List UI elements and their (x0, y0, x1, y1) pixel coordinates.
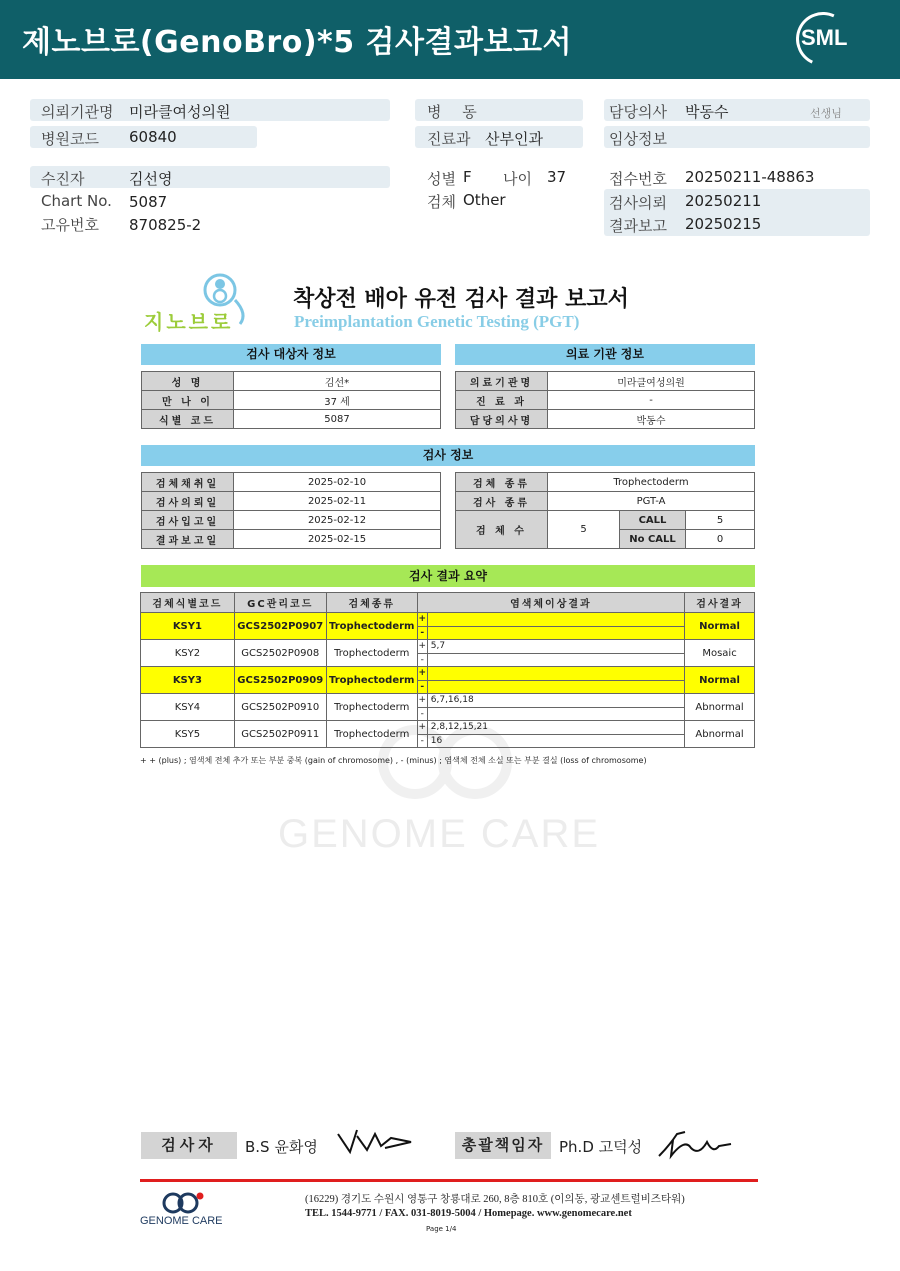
recipient-value: 김선영 (129, 170, 173, 188)
subject-age-value: 37 세 (234, 391, 441, 410)
sml-logo-text: SML (801, 25, 848, 50)
request-value: 20250211 (685, 192, 762, 210)
ward-label: 병 동 (427, 103, 485, 121)
minus-sign: - (418, 654, 428, 666)
minus-sign: - (418, 708, 428, 720)
table-row (141, 640, 755, 667)
test-type-table (455, 472, 755, 549)
contact-line: TEL. 1544-9771 / FAX. 031-8019-5004 / Homepage. www.genomecare.net (305, 1208, 632, 1219)
sex-value: F (463, 168, 472, 186)
receipt-label: 접수번호 (609, 170, 667, 188)
report-value: 20250215 (685, 215, 762, 233)
sample-type: Trophectoderm (326, 721, 417, 748)
summary-table (140, 592, 755, 748)
hospital-code-value: 60840 (129, 128, 177, 146)
inst-dept-value: - (548, 391, 755, 410)
loss-value (428, 627, 684, 639)
test-request-value: 2025-02-11 (234, 492, 441, 511)
minus-sign: - (418, 681, 428, 693)
table-row (141, 613, 755, 640)
institution-table (455, 371, 755, 429)
table-row (141, 721, 755, 748)
tester-signature-icon (335, 1124, 415, 1160)
doctor-value: 박동수 (685, 103, 729, 121)
hospital-code-label: 병원코드 (41, 130, 99, 148)
subject-section-header: 검사 대상자 정보 (141, 344, 441, 365)
gc-code: GCS2502P0909 (234, 667, 326, 694)
test-result: Normal (685, 613, 755, 640)
subject-name-label: 성 명 (142, 372, 234, 391)
loss-value: 16 (430, 736, 443, 746)
chromosome-result (417, 613, 684, 640)
department-label: 진료과 (427, 130, 471, 148)
header-bar (0, 0, 900, 79)
report-title: 착상전 배아 유전 검사 결과 보고서 (293, 287, 629, 312)
request-label: 검사의뢰 (609, 194, 667, 212)
summary-header-row (141, 593, 755, 613)
chart-value: 5087 (129, 193, 168, 211)
col-header: 염색체이상결과 (417, 593, 684, 613)
chief-name: Ph.D 고덕성 (559, 1138, 643, 1156)
specimen-value: Other (463, 191, 506, 209)
genome-care-logo (140, 1190, 230, 1227)
sml-logo (796, 12, 852, 66)
institution-label: 의뢰기관명 (41, 103, 114, 121)
gain-value: 5,7 (430, 641, 446, 651)
loss-value (428, 654, 684, 666)
gain-value (428, 667, 684, 680)
doctor-label: 담당의사 (609, 103, 667, 121)
genome-care-logo-icon (140, 1190, 230, 1216)
test-dates-table (141, 472, 441, 549)
loss-value (428, 708, 684, 720)
inst-doctor-value: 박동수 (548, 410, 755, 429)
clinical-label: 임상정보 (609, 130, 667, 148)
tester-name: B.S 윤화영 (245, 1138, 318, 1156)
inst-dept-label: 진 료 과 (456, 391, 548, 410)
table-row (141, 694, 755, 721)
gain-value: 2,8,12,15,21 (430, 722, 489, 732)
test-section-header: 검사 정보 (141, 445, 755, 466)
legend-note: + + (plus) ; 염색체 전체 추가 또는 부분 중복 (gain of chromosome) , - (minus) ; 염색체 전체 소실 또는 부분 결실 (loss of chromosome) (140, 756, 647, 765)
uid-value: 870825-2 (129, 216, 202, 234)
sample-type: Trophectoderm (326, 613, 417, 640)
inst-doctor-label: 담당의사명 (456, 410, 548, 429)
nocall-value: 0 (686, 530, 755, 549)
chief-signature-icon (655, 1126, 735, 1162)
subject-name-value: 김선* (234, 372, 441, 391)
test-type-value: PGT-A (548, 492, 755, 511)
received-value: 2025-02-12 (234, 511, 441, 530)
table-row (141, 667, 755, 694)
tester-label: 검사자 (141, 1132, 237, 1159)
gc-code: GCS2502P0907 (234, 613, 326, 640)
call-value: 5 (686, 511, 755, 530)
plus-sign: + (418, 641, 427, 651)
spec-type-label: 검체 종류 (456, 473, 548, 492)
chromosome-result (417, 694, 684, 721)
sample-type: Trophectoderm (326, 694, 417, 721)
chromosome-result (417, 721, 684, 748)
loss-value (428, 681, 684, 693)
sample-type: Trophectoderm (326, 667, 417, 694)
col-header: 검체식별코드 (141, 593, 235, 613)
test-request-label: 검사의뢰일 (142, 492, 234, 511)
doctor-suffix: 선생님 (810, 107, 842, 120)
sample-id: KSY3 (141, 667, 235, 694)
received-label: 검사입고일 (142, 511, 234, 530)
chromosome-result (417, 667, 684, 694)
sample-id: KSY1 (141, 613, 235, 640)
department-value: 산부인과 (485, 130, 543, 148)
chief-label: 총괄책임자 (455, 1132, 551, 1159)
test-result: Abnormal (685, 721, 755, 748)
sample-id: KSY2 (141, 640, 235, 667)
page-title: 제노브로(GenoBro)*5 검사결과보고서 (22, 25, 572, 60)
plus-sign: + (418, 722, 427, 732)
sample-id: KSY4 (141, 694, 235, 721)
test-report-value: 2025-02-15 (234, 530, 441, 549)
uid-label: 고유번호 (41, 216, 99, 234)
report-label: 결과보고 (609, 217, 667, 235)
nocall-label: No CALL (620, 530, 686, 549)
brand-name: 지노브로 (144, 310, 234, 334)
genobro-logo (140, 270, 260, 336)
specimen-label: 검체 (427, 193, 456, 211)
subject-id-value: 5087 (234, 410, 441, 429)
recipient-label: 수진자 (41, 170, 85, 188)
plus-sign: + (418, 695, 427, 705)
plus-sign: + (418, 614, 427, 624)
inst-name-label: 의료기관명 (456, 372, 548, 391)
test-result: Mosaic (685, 640, 755, 667)
col-header: GC관리코드 (234, 593, 326, 613)
inst-name-value: 미라클여성의원 (548, 372, 755, 391)
sex-label: 성별 (427, 170, 456, 188)
gain-value (428, 613, 684, 626)
minus-sign: - (418, 735, 428, 747)
watermark-text: GENOME CARE (278, 812, 601, 856)
institution-section-header: 의료 기관 정보 (455, 344, 755, 365)
subject-id-label: 식별 코드 (142, 410, 234, 429)
count-value: 5 (548, 511, 620, 549)
gc-code: GCS2502P0908 (234, 640, 326, 667)
chart-label: Chart No. (41, 192, 112, 210)
receipt-value: 20250211-48863 (685, 168, 815, 186)
sample-id: KSY5 (141, 721, 235, 748)
summary-section-header: 검사 결과 요약 (141, 565, 755, 587)
count-label: 검 체 수 (456, 511, 548, 549)
report-subtitle: Preimplantation Genetic Testing (PGT) (294, 312, 580, 331)
institution-value: 미라클여성의원 (129, 103, 231, 121)
spec-type-value: Trophectoderm (548, 473, 755, 492)
subject-age-label: 만 나 이 (142, 391, 234, 410)
footer-address (305, 1193, 685, 1221)
footer-divider (140, 1179, 758, 1182)
age-value: 37 (547, 168, 567, 186)
page-number: Page 1/4 (426, 1225, 457, 1233)
collect-value: 2025-02-10 (234, 473, 441, 492)
test-result: Abnormal (685, 694, 755, 721)
call-label: CALL (620, 511, 686, 530)
gc-code: GCS2502P0911 (234, 721, 326, 748)
test-report-label: 결과보고일 (142, 530, 234, 549)
address-line: (16229) 경기도 수원시 영통구 창룡대로 260, 8층 810호 (이의동, 광교센트럴비즈타워) (305, 1194, 685, 1205)
col-header: 검사결과 (685, 593, 755, 613)
chromosome-result (417, 640, 684, 667)
test-result: Normal (685, 667, 755, 694)
company-name: GENOME CARE (140, 1215, 223, 1227)
col-header: 검체종류 (326, 593, 417, 613)
plus-sign: + (418, 668, 427, 678)
subject-table (141, 371, 441, 429)
gain-value: 6,7,16,18 (430, 695, 474, 705)
sample-type: Trophectoderm (326, 640, 417, 667)
gc-code: GCS2502P0910 (234, 694, 326, 721)
minus-sign: - (418, 627, 428, 639)
test-type-label: 검사 종류 (456, 492, 548, 511)
age-label: 나이 (503, 170, 532, 188)
collect-label: 검체채취일 (142, 473, 234, 492)
